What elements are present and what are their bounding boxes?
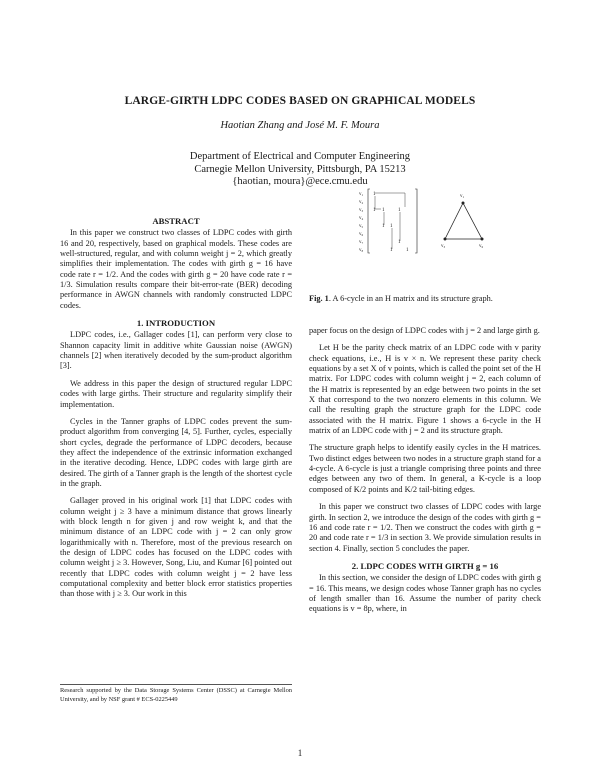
- right-paragraph: Let H be the parity check matrix of an LDPC code with v parity check equations, i.e., H is v × n. We represent these parity check equations by a set X of v points, which is called the point set of the H matrix. For LDPC codes with column weight j = 2, each column of the H matrix is represented by an edge between two points in the set X that correspond to the two nonzero elements in this column. We call the resulting graph the structure graph for the LDPC code associated with the H matrix. Figure 1 shows a 6-cycle in the H matrix of an LDPC code with j = 2 and its structure graph.: [309, 343, 541, 436]
- row-label: v₆: [359, 232, 364, 237]
- row-label: v₄: [359, 216, 364, 221]
- svg-text:1: 1: [373, 192, 376, 197]
- footnote: Research supported by the Data Storage Systems Center (DSSC) at Carnegie Mellon University, and by NSF grant # ECS-0225449: [60, 684, 292, 704]
- intro-paragraph: We address in this paper the design of structured regular LDPC codes with large girths. Their structure and regularity simplify their implementation.: [60, 378, 292, 409]
- matrix-bracket: [368, 189, 417, 253]
- svg-text:1: 1: [373, 208, 376, 213]
- abstract-heading: ABSTRACT: [152, 216, 200, 226]
- figure-1-graphic: [355, 183, 495, 288]
- right-paragraph: The structure graph helps to identify easily cycles in the H matrices. Two distinct edges between two nodes in a structure graph stand for a 4-cycle. A 6-cycle is just a triangle comprising three points and three edges between any two of them. In general, a K-cycle is a loop composed of K/2 points and K/2 tail-biting edges.: [309, 443, 541, 494]
- row-label: v₂: [359, 200, 364, 205]
- figure-1: [355, 183, 495, 293]
- figure-caption-text: . A 6-cycle in an H matrix and its structure graph.: [328, 294, 493, 303]
- row-label: v₃: [359, 208, 364, 213]
- cycle-path: [375, 193, 405, 249]
- row-label: v₁: [359, 192, 364, 197]
- node-label: v₁: [460, 194, 465, 199]
- affiliation-dept: Department of Electrical and Computer Engineering: [189, 151, 411, 162]
- abstract-text: In this paper we construct two classes of LDPC codes with girth 16 and 20, respectively, based on graphical models. These codes are well-structured, regular, and with column weight j = 2, which greatly simplifies their implementation. The codes with girth g = 16 have code rate r = 1/2. And the codes with girth g = 20 have code rate r = 1/3. Simulation results compare their bit-error-rate (BER) decoding performance in AWGN channels with randomly constructed LDPC codes.: [60, 228, 292, 310]
- svg-text:1: 1: [382, 224, 385, 229]
- intro-paragraph: LDPC codes, i.e., Gallager codes [1], can perform very close to Shannon capacity limit in additive white Gaussian noise (AWGN) channels [2] when iteratively decoded by the sum-product algorithm [3].: [60, 330, 292, 371]
- figure-caption: [309, 294, 541, 303]
- figure-caption-label: Fig. 1: [309, 294, 329, 303]
- svg-text:1: 1: [406, 248, 409, 253]
- svg-text:1: 1: [390, 224, 393, 229]
- svg-text:1: 1: [382, 208, 385, 213]
- matrix-entries: [373, 192, 409, 253]
- intro-paragraph: Cycles in the Tanner graphs of LDPC codes prevent the sum-product algorithm from converging [4, 5]. Further, cycles, especially short cycles, degrade the performance of LDPC decoders, because they affect the independence of the extrinsic information exchanged in the iterative decoding. Hence, LDPC codes with large girth are desired. The girth of a Tanner graph is the length of the shortest cycle in the graph.: [60, 416, 292, 488]
- row-label: v₅: [359, 224, 364, 229]
- svg-text:1: 1: [398, 240, 401, 245]
- right-column: [309, 326, 541, 622]
- paper-authors: Haotian Zhang and José M. F. Moura: [220, 120, 380, 131]
- svg-text:1: 1: [390, 248, 393, 253]
- paper-title: LARGE-GIRTH LDPC CODES BASED ON GRAPHICAL MODELS: [124, 95, 476, 107]
- row-label: v₇: [359, 240, 364, 245]
- row-label: v₈: [359, 248, 364, 253]
- node-label: v₃: [441, 244, 446, 249]
- intro-paragraph: Gallager proved in his original work [1] that LDPC codes with column weight j ≥ 3 have a minimum distance that grows linearly with block length n for given j and row weight k, and that the minimum distance of an LDPC code with j = 2 can only grow logarithmically with n. Therefore, most of the previous research on the design of LDPC codes has focused on the LDPC codes with column weight j ≥ 3. However, Song, Liu, and Kumar [6] pointed out recently that LDPC codes with column weight j = 2 have less computational complexity and better block error statistics properties than those with j ≥ 3. Our work in this: [60, 496, 292, 599]
- right-paragraph: paper focus on the design of LDPC codes with j = 2 and large girth g.: [309, 326, 540, 335]
- affiliation-university: Carnegie Mellon University, Pittsburgh, PA 15213: [194, 163, 406, 175]
- structure-graph: [441, 194, 484, 249]
- section2-heading: 2. LDPC CODES WITH GIRTH g = 16: [351, 560, 499, 571]
- right-paragraph: In this paper we construct two classes of LDPC codes with large girth. In section 2, we introduce the design of the codes with girth g = 16 and code rate r = 1/2. Then we construct the codes with girth g = 20 and code rate r = 1/3 in section 3. We provide simulation results in section 4. Finally, section 5 concludes the paper.: [309, 502, 541, 553]
- svg-text:1: 1: [398, 208, 401, 213]
- left-column: [60, 216, 292, 607]
- section2-text: In this section, we consider the design of LDPC codes with girth g = 16. This means, we design codes whose Tanner graph has no cycles of length smaller than 16. Assume the number of parity check equations is v = 8p, where, in: [309, 573, 541, 614]
- affiliation: [0, 151, 600, 189]
- node-label: v₆: [479, 244, 484, 249]
- affiliation-email: {haotian, moura}@ece.cmu.edu: [232, 176, 368, 187]
- intro-heading: 1. INTRODUCTION: [136, 318, 216, 329]
- page-number: 1: [297, 748, 303, 758]
